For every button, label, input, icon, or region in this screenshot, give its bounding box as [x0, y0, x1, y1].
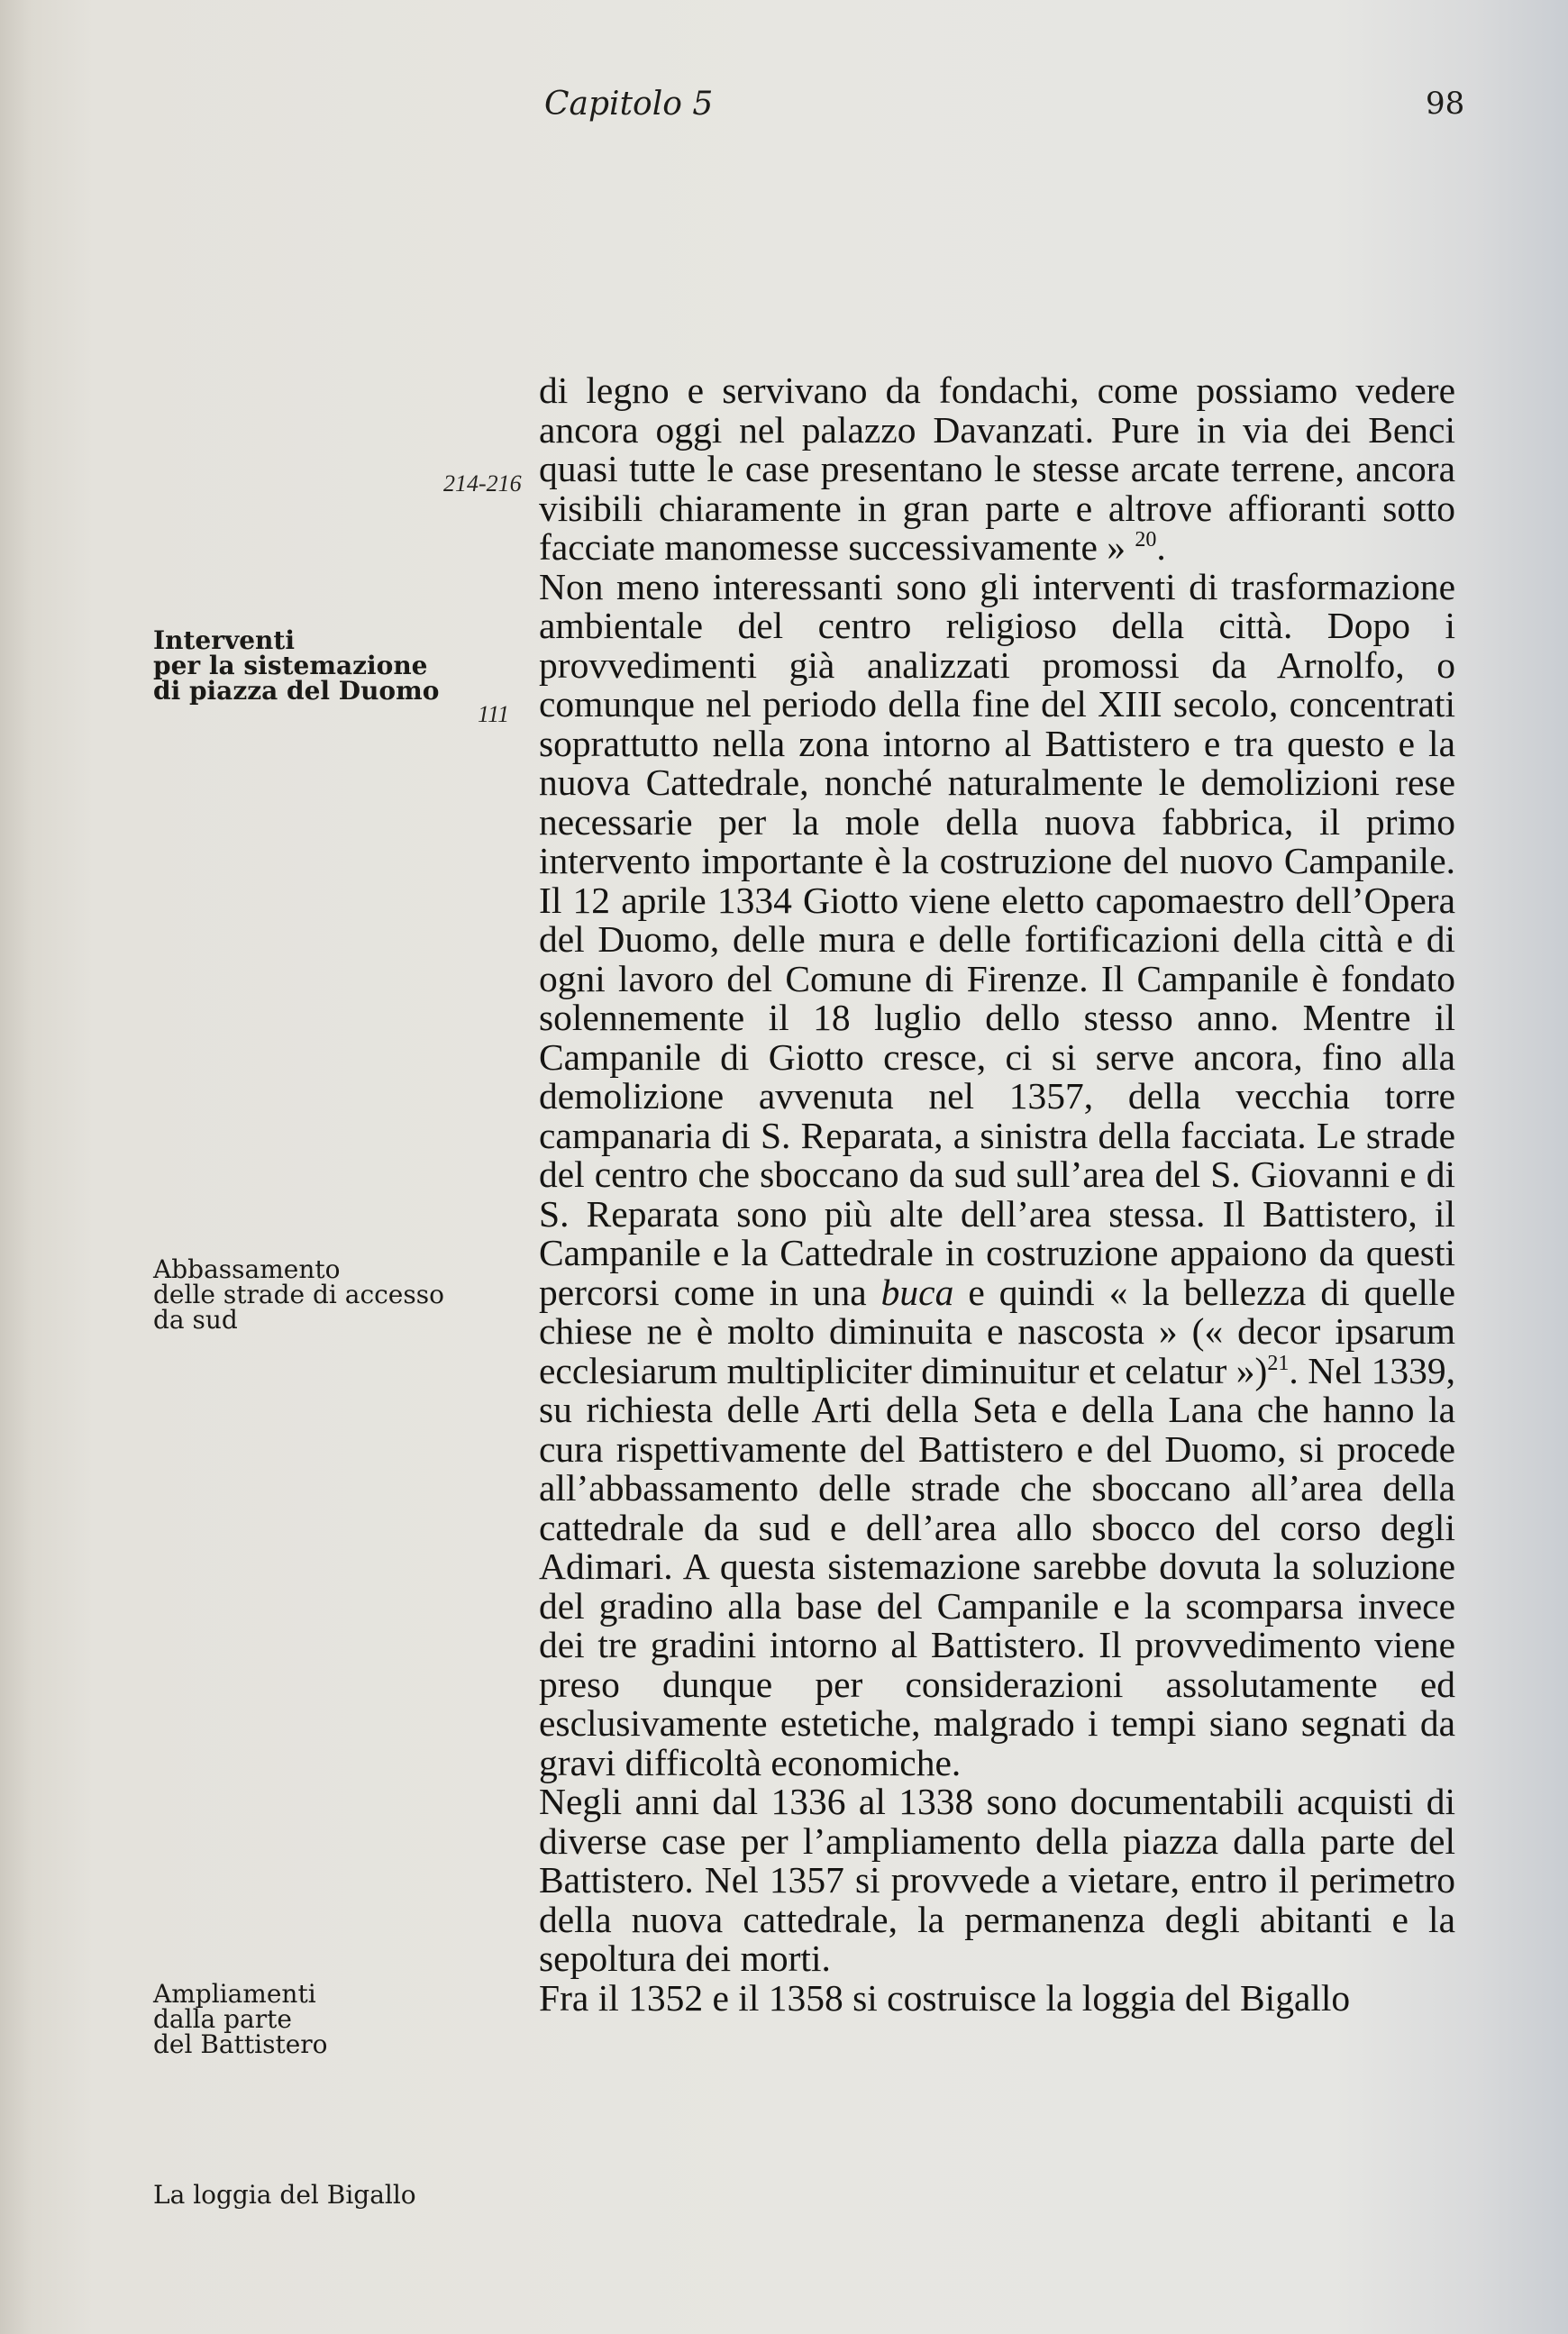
marginal-heading-line: dalla parte	[153, 2004, 292, 2034]
paragraph: Fra il 1352 e il 1358 si costruisce la loggia del Bigallo	[539, 1976, 1351, 2019]
marginal-heading-line: delle strade di accesso	[153, 1280, 444, 1309]
marginal-heading	[153, 2180, 460, 2210]
paragraph-text: Non meno interessanti sono gli interventi di trasformazione ambientale del centro religioso della città. Dopo i provvedimenti già analizzati promossi da Arnolfo, o comunque nel periodo della fine del XIII secolo, concentrati soprattutto nella zona intorno al Battistero e tra questo e la nuova Cattedrale, nonché naturalmente le demolizioni rese necessarie per la mole della nuova fabbrica, il primo intervento importante è la costruzione del nuovo Campanile. Il 12 aprile 1334 Giotto viene eletto capomaestro dell’Opera del Duomo, delle mura e delle fortificazioni della città e di ogni lavoro del Comune di Firenze. Il Campanile è fondato solennemente il 18 luglio dello stesso anno. Mentre il Campanile di Giotto cresce, ci si serve ancora, fino alla demolizione avvenuta nel 1357, della vecchia torre campanaria di S. Reparata, a sinistra della facciata. Le strade del centro che sboccano da sud sull’area del S. Giovanni e di S. Reparata sono più alte dell’area stessa. Il Battistero, il Campanile e la Cattedrale in costruzione appaiono da questi percorsi come in una	[539, 565, 1455, 1313]
marginal-heading-line: Interventi	[153, 625, 295, 655]
figure-reference: 111	[478, 701, 510, 727]
page-number: 98	[1426, 86, 1465, 122]
marginal-heading-line: di piazza del Duomo	[153, 676, 440, 706]
paragraph-text: . Nel 1339, su richiesta delle Arti della Seta e della Lana che hanno la cura rispettivamente del Battistero e del Duomo, si procede all’abbassamento delle strade che sboccano all’area della cattedrale da sud e dell’area allo sbocco del corso degli Adimari. A questa sistemazione sarebbe dovuta la soluzione del gradino alla base del Campanile e la scomparsa invece dei tre gradini intorno al Battistero. Il provvedimento viene preso dunque per considerazioni assolutamente ed esclusivamente estetiche, malgrado i tempi siano segnati da gravi difficoltà economiche.	[539, 1349, 1455, 1783]
marginal-heading	[153, 625, 460, 706]
paragraph-text: di legno e servivano da fondachi, come possiamo vedere ancora oggi nel palazzo Davanzati. Pure in via dei Benci quasi tutte le case presentano le stesse arcate terrene, ancora visibili chiaramente in gran parte e altrove affioranti sotto facciate manomesse successivamente »	[539, 369, 1455, 568]
marginal-heading-line: Abbassamento	[153, 1254, 341, 1284]
paragraph-text: .	[1156, 526, 1166, 568]
figure-reference: 214-216	[443, 470, 522, 497]
marginal-heading-line: La loggia del Bigallo	[153, 2180, 416, 2210]
footnote-marker: 20	[1135, 528, 1157, 552]
main-text	[539, 371, 1455, 2018]
marginal-heading	[153, 1254, 460, 1335]
footnote-marker: 21	[1267, 1351, 1290, 1375]
running-head-chapter: Capitolo 5	[544, 86, 714, 123]
paragraph: Negli anni dal 1336 al 1338 sono documentabili acquisti di diverse case per l’ampliamento della piazza dalla parte del Battistero. Nel 1357 si provvede a vietare, entro il perimetro della nuova cattedrale, la permanenza degli abitanti e la sepoltura dei morti.	[539, 1781, 1455, 1979]
marginal-heading-line: del Battistero	[153, 2029, 328, 2059]
italic-term: buca	[880, 1271, 954, 1313]
marginal-heading-line: per la sistemazione	[153, 651, 428, 680]
paragraph	[539, 565, 1455, 1783]
paragraph	[539, 371, 1455, 568]
marginal-heading-line: da sud	[153, 1305, 238, 1335]
paragraph-text: e quindi « la bellezza di quelle chiese ne è molto diminuita e nascosta » (« decor ipsarum ecclesiarum multipliciter diminuitur et celatur »)	[539, 1271, 1455, 1391]
marginal-heading	[153, 1979, 460, 2059]
marginal-heading-line: Ampliamenti	[153, 1979, 316, 2009]
